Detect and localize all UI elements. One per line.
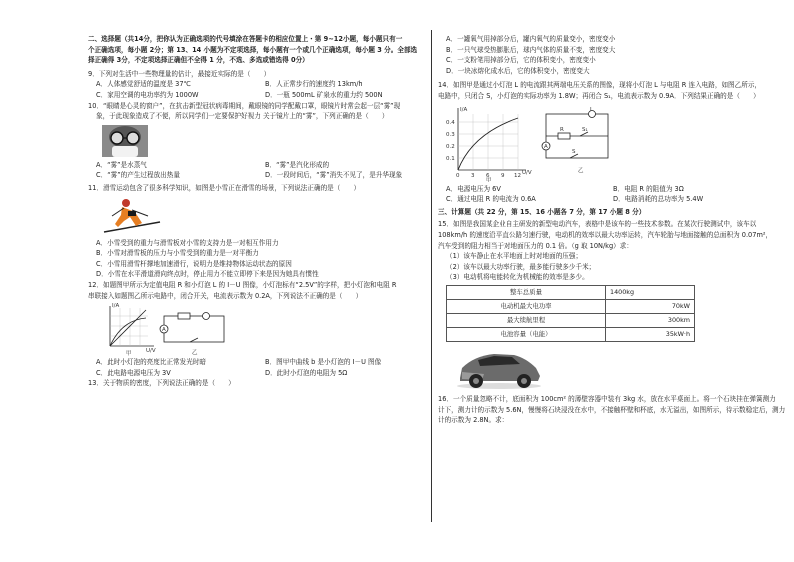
svg-text:S: S bbox=[572, 148, 576, 155]
q15-sub3: （3）电动机将电能转化为机械能的效率是多少。 bbox=[446, 273, 589, 282]
q15-stem: 15．如图是我国某企业自主研发的新型电动汽车，表格中是该车的一些技术参数。在某次行驶测试中，该车以 bbox=[438, 220, 757, 229]
svg-text:12: 12 bbox=[514, 172, 521, 179]
svg-text:0.2: 0.2 bbox=[446, 143, 455, 150]
q10-option-d: D．一段时间后，“雾”消失不见了，是升华现象 bbox=[265, 171, 403, 180]
svg-text:乙: 乙 bbox=[578, 167, 584, 174]
q14-options bbox=[438, 184, 774, 205]
q14-stem2: 电路中，只闭合 S，小灯泡的实际功率为 1.8W；再闭合 S₁，电流表示数为 0.9A．下列结果正确的是（ ） bbox=[438, 91, 760, 100]
q14-figures bbox=[442, 104, 774, 182]
svg-text:9: 9 bbox=[501, 172, 505, 179]
q13-option-b: B．一只气球受热膨胀后，球内气体的质量不变，密度变大 bbox=[446, 45, 616, 54]
q11-options bbox=[88, 238, 428, 280]
q13-option-c: C．一支粉笔用掉部分后，它的体积变小，密度变小 bbox=[446, 56, 596, 65]
table-row: 电池容量（电能） 35kW·h bbox=[447, 327, 695, 341]
table-row: 最大续航里程 300km bbox=[447, 313, 695, 327]
q14-option-a: A．电源电压为 6V bbox=[446, 184, 501, 193]
q9-option-c: C．家用空调的电功率约为 1000W bbox=[96, 90, 199, 99]
q10-options bbox=[88, 160, 428, 181]
svg-text:0.1: 0.1 bbox=[446, 155, 455, 162]
svg-text:3: 3 bbox=[471, 172, 475, 179]
q12-option-a: A．此时小灯泡的亮度比正常发光时暗 bbox=[96, 358, 207, 367]
column-divider bbox=[431, 30, 432, 522]
left-column bbox=[88, 34, 428, 389]
q9-options bbox=[88, 79, 428, 100]
svg-text:6: 6 bbox=[486, 172, 490, 179]
section-title-line3: 择正确得 3分，不定项选择正确但不全得 1 分，不选、多选或错选得 0分） bbox=[88, 56, 309, 65]
section-title: 二、选择题（共14分，把你认为正确选项的代号填涂在答题卡的相应位置上・第 9~12小题，每小题只有一 bbox=[88, 35, 403, 43]
right-column bbox=[438, 34, 786, 426]
q13-option-d: D．一块冰熔化成水后，它的体积变小，密度变大 bbox=[446, 66, 590, 75]
q12-figures bbox=[102, 302, 428, 356]
q15-spec-table bbox=[446, 285, 695, 342]
svg-text:A: A bbox=[544, 143, 548, 150]
q12-stem2: 串联接入如题图乙所示电路中，闭合开关，电流表示数为 0.2A，下列说法不正确的是（ ） bbox=[88, 291, 363, 300]
svg-text:甲: 甲 bbox=[126, 351, 132, 357]
q12-graph-jia bbox=[110, 303, 156, 356]
svg-text:0: 0 bbox=[456, 172, 460, 179]
q10-stem2: 象，于此现象造成了不便，所以同学们一定要保护好视力 关于镜片上的“雾”，下列正确的是（ ） bbox=[96, 112, 389, 121]
q14-y-axis-label: I/A bbox=[460, 106, 468, 113]
q9-option-a: A．人体感觉舒适的温度是 37℃ bbox=[96, 80, 191, 89]
q14-option-c: C．通过电阻 R 的电流为 0.6A bbox=[446, 195, 536, 204]
q14-option-b: B．电阻 R 的阻值为 3Ω bbox=[613, 184, 684, 193]
q12-stem: 12．如题图甲所示为定值电阻 R 和小灯泡 L 的 I－U 图像，小灯泡标有“2.5V”的字样，把小灯泡和电阻 R bbox=[88, 280, 397, 289]
q10-stem: 10．“眼睛是心灵的窗户”，在抗击新型冠状病毒期间，戴眼镜的同学配戴口罩，眼镜片时常会起一层“雾”现 bbox=[88, 101, 401, 110]
q13-option-a: A．一罐氧气用掉部分后，罐内氧气的质量变小，密度变小 bbox=[446, 35, 616, 43]
q14-circuit-yi bbox=[542, 107, 608, 174]
svg-text:0.4: 0.4 bbox=[446, 119, 455, 126]
q9-stem: 9．下列对生活中一些物理量的估计，最接近实际的是（ ） bbox=[88, 69, 271, 78]
q9-option-b: B．人正常步行的速度约 13km/h bbox=[265, 80, 363, 89]
q12-options bbox=[88, 357, 428, 378]
q16-line2: 计下，测力计的示数为 5.6N，慢慢将石块浸没在水中，不接触杯壁和杯底，水无溢出，如图所示，待示数稳定后，测力 bbox=[438, 405, 786, 414]
q11-option-c: C．小雪用滑雪杆撑地加速滑行，说明力是维持物体运动状态的原因 bbox=[96, 259, 292, 268]
section3-title: 三、计算题（共 22 分，第 15、16 小题各 7 分，第 17 小题 8 分） bbox=[438, 207, 646, 216]
svg-text:I/A: I/A bbox=[112, 303, 120, 310]
q13-stem: 13．关于物质的密度，下列说法正确的是（ ） bbox=[88, 379, 235, 388]
svg-text:U/V: U/V bbox=[146, 348, 156, 355]
q11-stem: 11．滑雪运动包含了很多科学知识，如图是小雪正在滑雪的场景，下列说法正确的是（ ） bbox=[88, 183, 361, 192]
q14-stem: 14．如图甲是通过小灯泡 L 的电流跟其两端电压关系的图像，现将小灯泡 L 与电阻 R 连入电路，如图乙所示， bbox=[438, 81, 762, 90]
q11-option-d: D．小雪在水平滑道滑向终点时，停止用力不能立即停下来是因为她具有惯性 bbox=[96, 270, 319, 279]
q15-figure-car bbox=[454, 346, 544, 390]
q14-graph-jia bbox=[446, 107, 532, 182]
q11-option-b: B．小雪对滑雪板的压力与小雪受到的重力是一对平衡力 bbox=[96, 249, 259, 258]
q15-sub1: （1）该车静止在水平地面上时对地面的压强； bbox=[446, 252, 583, 261]
q12-circuit-yi bbox=[160, 313, 224, 357]
q15-sub2: （2）该车以最大功率行驶，最多能行驶多少千米； bbox=[446, 262, 596, 271]
svg-text:R: R bbox=[560, 126, 564, 133]
q9-option-d: D．一瓶 500mL 矿泉水的重力约 500N bbox=[265, 90, 383, 99]
q16-line3: 计的示数为 2.8N。求： bbox=[438, 416, 509, 425]
q12-option-c: C．此电路电源电压为 3V bbox=[96, 368, 171, 377]
svg-text:乙: 乙 bbox=[192, 350, 198, 357]
svg-text:A: A bbox=[162, 327, 166, 334]
q10-option-c: C．“雾”的产生过程放出热量 bbox=[96, 171, 180, 180]
table-row: 电动机最大电功率 70kW bbox=[447, 299, 695, 313]
q15-line3: 汽车受到的阻力相当于对地面压力的 0.1 倍。（g 取 10N/kg）求： bbox=[438, 241, 633, 250]
q16-stem: 16．一个质量忽略不计，底面积为 100cm² 的薄壁容器中装有 3kg 水，放在水平桌面上。将一个石块挂在弹簧测力 bbox=[438, 394, 776, 403]
q12-option-d: D．此时小灯泡的电阻为 5Ω bbox=[265, 368, 348, 377]
q10-option-a: A．“雾”是水蒸气 bbox=[96, 160, 147, 169]
q15-line2: 108km/h 的速度沿平直公路匀速行驶，电动机的效率以最大功率运转，汽车轮胎与地面接触的总面积为 0.07m²， bbox=[438, 230, 773, 239]
svg-text:S₁: S₁ bbox=[582, 126, 588, 133]
q11-option-a: A．小雪受到的重力与滑雪板对小雪的支持力是一对相互作用力 bbox=[96, 238, 279, 247]
q14-x-axis-label: U/V bbox=[522, 169, 532, 176]
q10-option-b: B．“雾”是汽化形成的 bbox=[265, 160, 330, 169]
svg-text:甲: 甲 bbox=[486, 177, 492, 182]
q10-figure-glasses bbox=[102, 125, 148, 157]
section-title-line2: 个正确选项，每小题 2分；第 13、14 小题为不定项选择，每小题有一个或几个正确选项，每小题 3 分。全部选 bbox=[88, 45, 418, 54]
q13-options bbox=[438, 34, 774, 76]
table-row: 整车总质量 1400kg bbox=[447, 285, 695, 299]
svg-text:0.3: 0.3 bbox=[446, 131, 455, 138]
q12-option-b: B．图甲中曲线 b 是小灯泡的 I－U 图像 bbox=[265, 358, 382, 367]
q14-option-d: D．电路消耗的总功率为 5.4W bbox=[613, 195, 704, 204]
q11-figure-skier bbox=[102, 196, 162, 236]
svg-text:L: L bbox=[590, 106, 594, 113]
